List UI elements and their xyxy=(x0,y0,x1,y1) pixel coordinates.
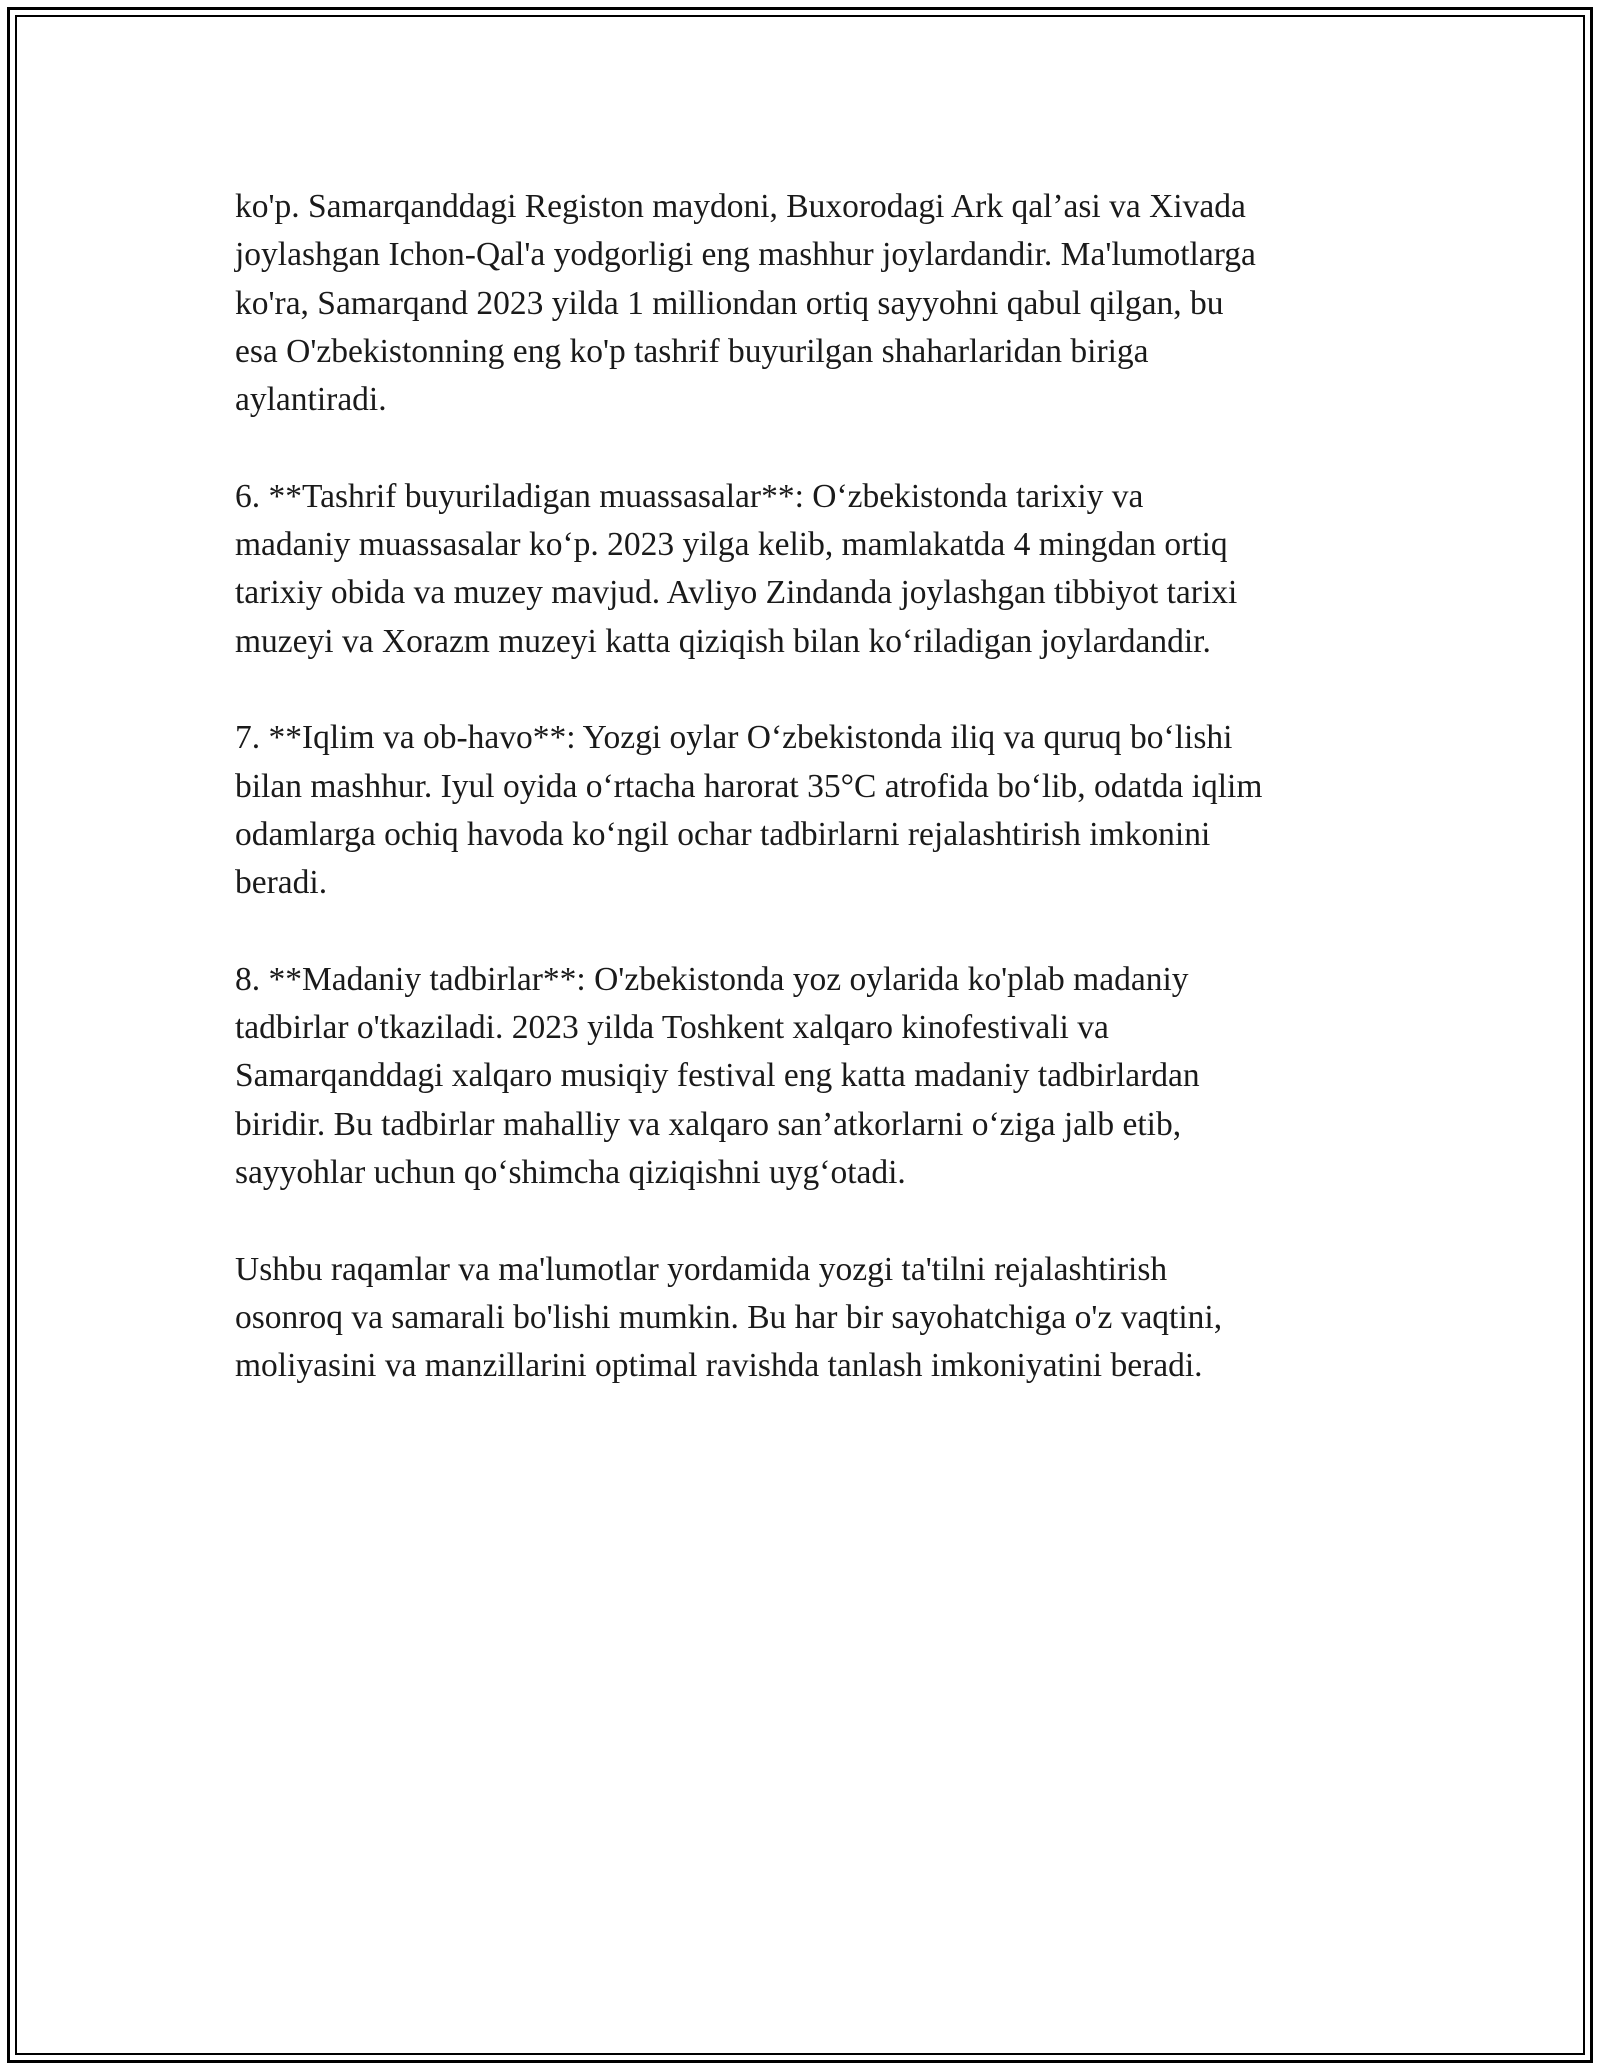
text-line: 8. **Madaniy tadbirlar**: O'zbekistonda yoz oylarida ko'plab madaniy xyxy=(235,960,1189,998)
text-line: joylashgan Ichon-Qal'a yodgorligi eng mashhur joylardandir. Ma'lumotlarga xyxy=(235,236,1256,274)
text-line: tarixiy obida va muzey mavjud. Avliyo Zindanda joylashgan tibbiyot tarixi xyxy=(235,574,1238,612)
text-line: madaniy muassasalar ko‘p. 2023 yilga kelib, mamlakatda 4 mingdan ortiq xyxy=(235,526,1228,564)
text-line: muzeyi va Xorazm muzeyi katta qiziqish bilan ko‘riladigan joylardandir. xyxy=(235,622,1211,660)
text-line: ko'p. Samarqanddagi Registon maydoni, Buxorodagi Ark qal’asi va Xivada xyxy=(235,188,1246,225)
text-line: bilan mashhur. Iyul oyida o‘rtacha harorat 35°C atrofida bo‘lib, odatda iqlim xyxy=(235,767,1263,805)
text-line: odamlarga ochiq havoda ko‘ngil ochar tadbirlarni rejalashtirish imkonini xyxy=(235,815,1211,853)
text-line: beradi. xyxy=(235,864,328,902)
paragraph-intro-continuation xyxy=(235,183,1375,424)
text-line: 6. **Tashrif buyuriladigan muassasalar**: O‘zbekistonda tarixiy va xyxy=(235,477,1144,515)
paragraph-item-8 xyxy=(235,956,1375,1197)
text-line: sayyohlar uchun qo‘shimcha qiziqishni uyg‘otadi. xyxy=(235,1153,906,1191)
text-line: Samarqanddagi xalqaro musiqiy festival eng katta madaniy tadbirlardan xyxy=(235,1057,1200,1095)
text-line: biridir. Bu tadbirlar mahalliy va xalqaro san’atkorlarni o‘ziga jalb etib, xyxy=(235,1105,1182,1143)
text-line: esa O'zbekistonning eng ko'p tashrif buyurilgan shaharlaridan biriga xyxy=(235,332,1149,370)
text-line: moliyasini va manzillarini optimal ravishda tanlash imkoniyatini beradi. xyxy=(235,1347,1203,1385)
text-line: aylantiradi. xyxy=(235,381,387,419)
paragraph-item-7 xyxy=(235,714,1375,907)
paragraph-conclusion xyxy=(235,1246,1375,1391)
text-line: tadbirlar o'tkaziladi. 2023 yilda Toshkent xalqaro kinofestivali va xyxy=(235,1009,1109,1047)
text-line: Ushbu raqamlar va ma'lumotlar yordamida yozgi ta'tilni rejalashtirish xyxy=(235,1250,1168,1288)
text-line: osonroq va samarali bo'lishi mumkin. Bu har bir sayohatchiga o'z vaqtini, xyxy=(235,1298,1223,1336)
document-body xyxy=(235,183,1375,1439)
text-line: 7. **Iqlim va ob-havo**: Yozgi oylar O‘zbekistonda iliq va quruq bo‘lishi xyxy=(235,719,1233,757)
text-line: ko'ra, Samarqand 2023 yilda 1 milliondan ortiq sayyohni qabul qilgan, bu xyxy=(235,284,1224,322)
paragraph-item-6 xyxy=(235,473,1375,666)
